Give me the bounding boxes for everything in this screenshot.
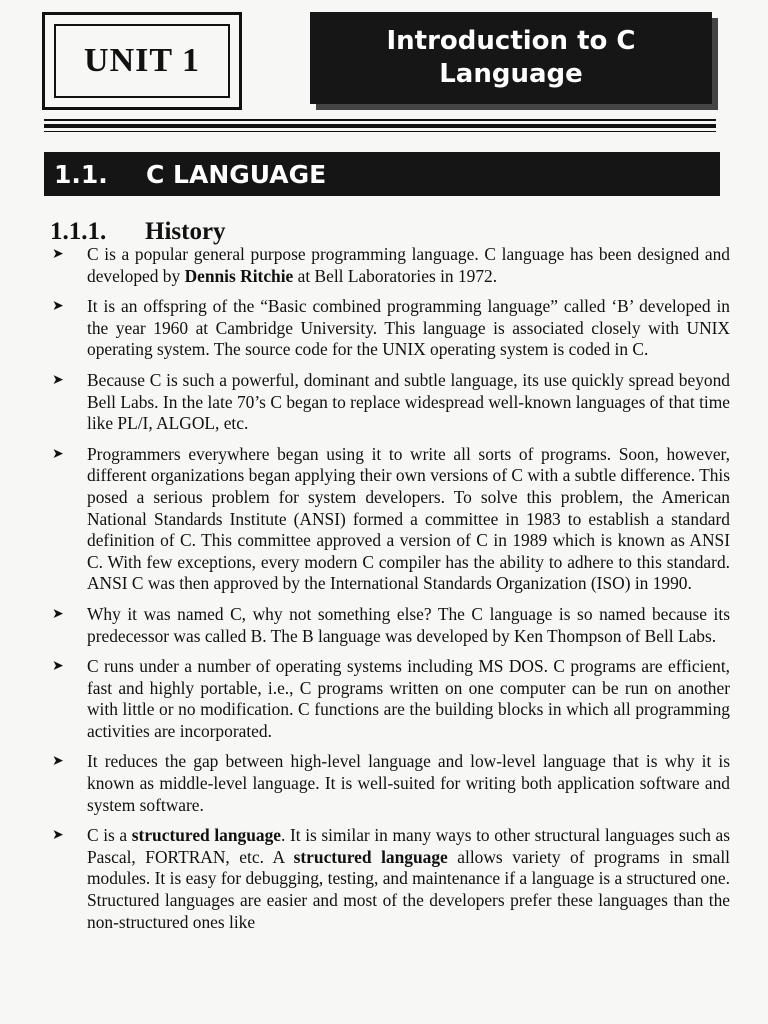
header-rule-top [44,119,716,121]
bullet-arrow-icon: ➤ [52,371,64,388]
bullet-text: Why it was named C, why not something else? The C language is so named because its predecessor was called B. The B language was developed by Ken Thompson of Bell Labs. [87,603,730,646]
section-title: C LANGUAGE [146,159,327,189]
history-bullet-item [50,656,730,742]
unit-label-box [42,12,242,110]
subsection-title: History [145,218,226,245]
bullet-text: C is a [87,825,132,846]
section-heading-bar [44,152,720,196]
history-bullet-item [50,244,730,287]
bullet-arrow-icon: ➤ [52,445,64,462]
chapter-title-banner [310,12,712,104]
bullet-arrow-icon: ➤ [52,827,64,844]
bullet-text: Programmers everywhere began using it to write all sorts of programs. Soon, however, different organizations began applying their own versions of C with a subtle difference. This posed a serious problem for system developers. To solve this problem, the American National Standards Institute (ANSI) formed a committee in 1983 to establish a standard definition of C. This committee approved a version of C in 1989 which is known as ANSI C. With few exceptions, every modern C compiler has the ability to adhere to this standard. ANSI C was then approved by the International Standards Organization (ISO) in 1990. [87,443,730,594]
bullet-arrow-icon: ➤ [52,605,64,622]
header-rule-middle [44,124,716,128]
bullet-arrow-icon: ➤ [52,753,64,770]
bullet-bold-text: Dennis Ritchie [184,265,294,286]
history-bullet-item [50,444,730,595]
history-bullet-item [50,604,730,647]
bullet-text: allows variety of programs in small modules. It is easy for debugging, testing, and maintenance if a language is a structured one. Structured languages are easier and most of the developers prefer these languages than the non-structured ones like [87,846,730,932]
bullet-arrow-icon: ➤ [52,246,64,262]
history-bullet-list [50,244,730,942]
bullet-text: Because C is such a powerful, dominant and subtle language, its use quickly spread beyond Bell Labs. In the late 70’s C began to replace widespread well-known languages of that time like PL/I, ALGOL, etc. [87,369,730,434]
unit-label: UNIT 1 [54,24,230,98]
history-bullet-item [50,296,730,361]
bullet-text: C runs under a number of operating systems including MS DOS. C programs are efficient, fast and highly portable, i.e., C programs written on one computer can be run on another with little or no modification. C functions are the building blocks in which all programming activities are incorporated. [87,656,730,741]
subsection-number: 1.1.1. [50,218,107,245]
bullet-text: . It is similar in many ways to other structural languages such as Pascal, FORTRAN, etc. A [87,825,731,867]
bullet-text: at Bell Laboratories in 1972. [293,265,498,286]
bullet-text: C is a popular general purpose programming language. C language has been designed and developed by [87,244,730,286]
bullet-arrow-icon: ➤ [52,298,64,315]
bullet-text: It is an offspring of the “Basic combined programming language” called ‘B’ developed in the year 1960 at Cambridge University. This language is associated closely with UNIX operating system. The source code for the UNIX operating system is coded in C. [87,296,730,360]
bullet-text: It reduces the gap between high-level language and low-level language that is why it is known as middle-level language. It is well-suited for writing both application software and system software. [87,751,730,815]
history-bullet-item [50,370,730,435]
bullet-bold-text: structured language [293,846,448,867]
bullet-bold-text: structured language [131,825,281,846]
header-rule-bottom [44,131,716,132]
section-number: 1.1. [54,159,108,189]
history-bullet-item [50,825,730,933]
chapter-title-line1: Introduction to C [386,26,636,56]
chapter-title-line2: Language [439,59,583,89]
bullet-arrow-icon: ➤ [52,658,64,675]
subsection-heading [50,218,226,246]
history-bullet-item [50,751,730,816]
